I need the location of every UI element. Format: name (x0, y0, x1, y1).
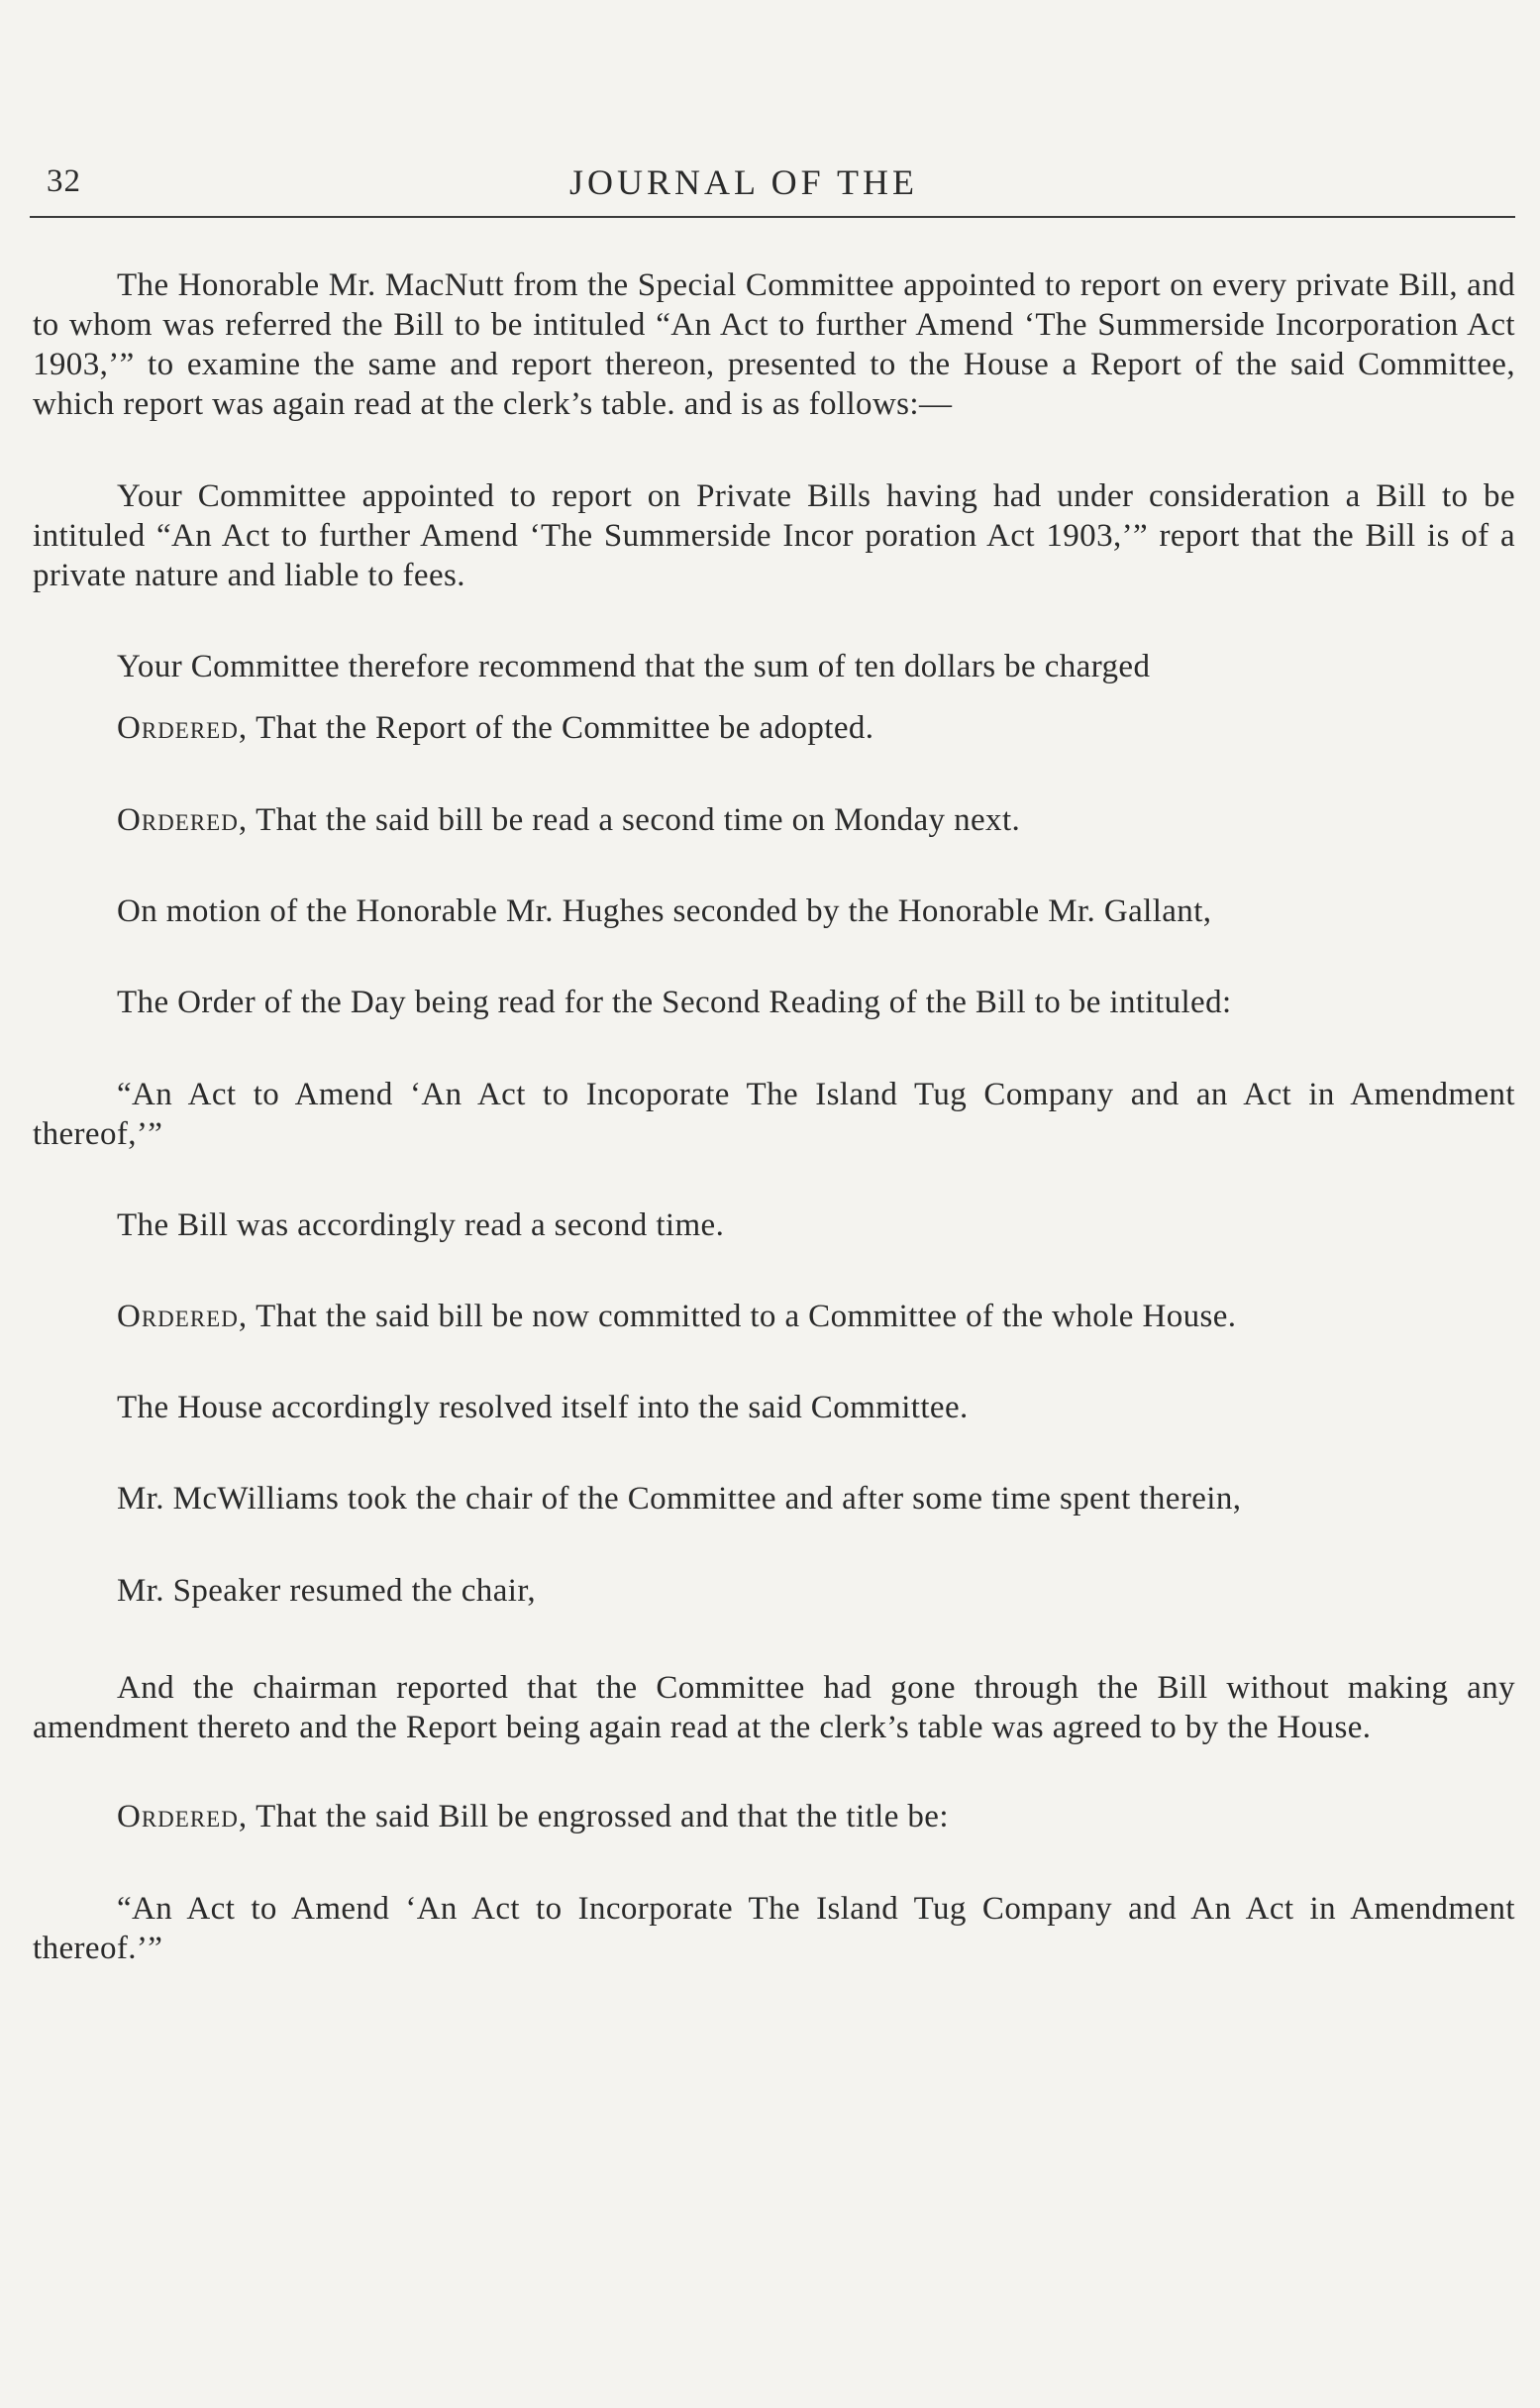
paragraph-order-committed (33, 1297, 1515, 1336)
paragraph-chairman-reported (33, 1668, 1515, 1747)
paragraph-house-resolved (33, 1388, 1515, 1427)
paragraph-text: Your Committee appointed to report on Private Bills having had under consideration a Bill to be intituled “An Act to further Amend ‘The Summerside Incor poration Act 1903,’” report that the Bill is of a private nature and liable to fees. (33, 478, 1515, 593)
paragraph-order-of-day (33, 983, 1515, 1022)
paragraph-text: The Honorable Mr. MacNutt from the Special Committee appointed to report on every private Bill, and to whom was referred the Bill to be intituled “An Act to further Amend ‘The Summerside Incorporation Act 1903,’” to examine the same and report thereon, presented to the House a Report of the said Committee, which report was again read at the clerk’s table. and is as follows:— (33, 267, 1515, 422)
paragraph-committee-report-intro (33, 265, 1515, 424)
ordered-lead: Ordered, (117, 710, 249, 746)
paragraph-second-time (33, 1205, 1515, 1245)
paragraph-text: Your Committee therefore recommend that the sum of ten dollars be charged (117, 649, 1151, 684)
running-head: JOURNAL OF THE (569, 162, 919, 202)
ordered-lead: Ordered, (117, 1799, 249, 1834)
paragraph-motion-hughes (33, 891, 1515, 931)
paragraph-text: The Bill was accordingly read a second time. (117, 1207, 725, 1243)
header-rule (30, 216, 1515, 218)
page-number: 32 (47, 163, 81, 199)
paragraph-text: That the said bill be now committed to a Committee of the whole House. (248, 1299, 1237, 1334)
paragraph-text: Mr. Speaker resumed the chair, (117, 1573, 537, 1609)
paragraph-text: That the said Bill be engrossed and that the title be: (248, 1799, 949, 1834)
paragraph-text: “An Act to Amend ‘An Act to Incoporate The Island Tug Company and an Act in Amendment thereof,’” (33, 1077, 1515, 1152)
paragraph-bill-title-2 (33, 1889, 1515, 1968)
paragraph-order-report-adopted (33, 708, 1515, 748)
ordered-lead: Ordered, (117, 1299, 249, 1334)
paragraph-text: The Order of the Day being read for the Second Reading of the Bill to be intituled: (117, 985, 1232, 1020)
paragraph-text: “An Act to Amend ‘An Act to Incorporate The Island Tug Company and An Act in Amendment thereof.’” (33, 1891, 1515, 1966)
paragraph-text: That the Report of the Committee be adopted. (248, 710, 874, 746)
paragraph-text: The House accordingly resolved itself into the said Committee. (117, 1390, 969, 1425)
paragraph-order-second-reading (33, 800, 1515, 840)
paragraph-speaker-resumed (33, 1571, 1515, 1611)
paragraph-text: Mr. McWilliams took the chair of the Committee and after some time spent therein, (117, 1481, 1242, 1517)
body-text (33, 265, 1515, 1968)
paragraph-bill-title-1 (33, 1075, 1515, 1154)
paragraph-text: That the said bill be read a second time on Monday next. (248, 802, 1021, 838)
paragraph-order-engrossed (33, 1797, 1515, 1836)
paragraph-fee-recommendation (33, 647, 1515, 686)
paragraph-text: On motion of the Honorable Mr. Hughes seconded by the Honorable Mr. Gallant, (117, 893, 1212, 929)
paragraph-text: And the chairman reported that the Committee had gone through the Bill without making any amendment thereto and the Report being again read at the clerk’s table was agreed to by the House. (33, 1670, 1515, 1745)
ordered-lead: Ordered, (117, 802, 249, 838)
page-header (30, 154, 1515, 213)
paragraph-mcwilliams-chair (33, 1479, 1515, 1518)
paragraph-committee-report-body (33, 476, 1515, 595)
